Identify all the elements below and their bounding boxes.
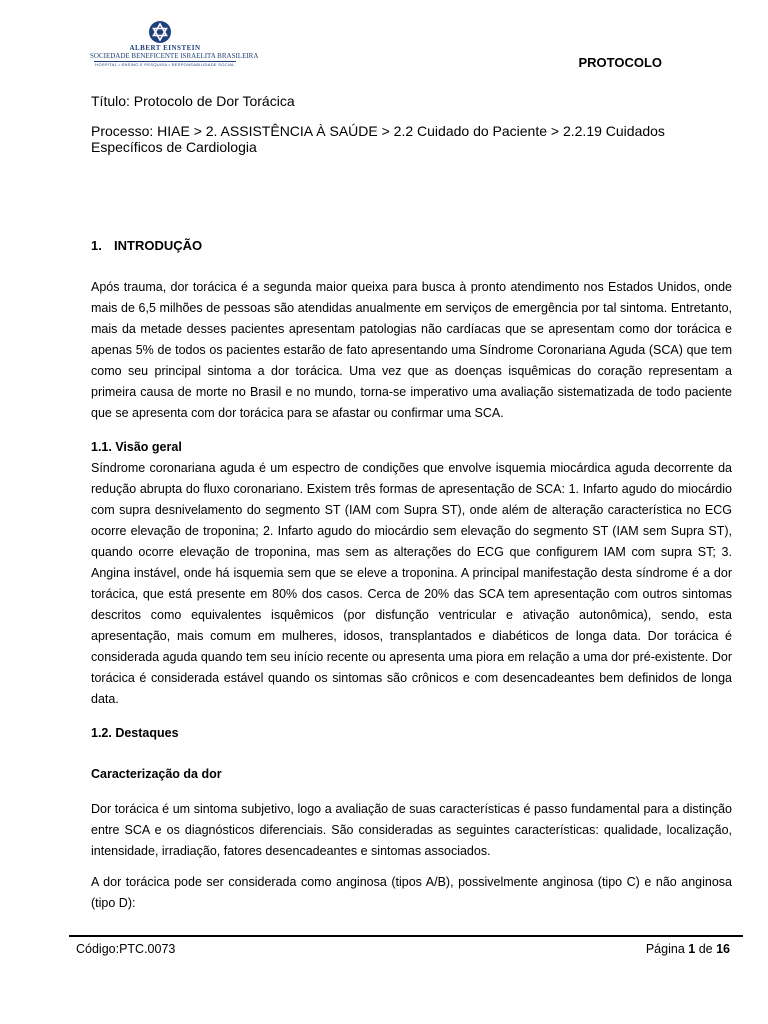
section-number: 1. [91,238,102,253]
logo-tagline: HOSPITAL • ENSINO E PESQUISA • RESPONSABILIDADE SOCIAL [95,62,235,67]
section-heading-introducao [91,238,732,253]
logo-society: SOCIEDADE BENEFICENTE ISRAELITA BRASILEIRA [90,52,259,60]
document-body [91,238,732,914]
logo-name: ALBERT EINSTEIN [129,44,201,52]
page-label: Página [645,942,685,956]
document-title: Título: Protocolo de Dor Torácica [91,93,295,109]
page-of: de [698,942,713,956]
document-code: Código:PTC.0073 [76,942,176,956]
classificacao-paragraph: A dor torácica pode ser considerada como anginosa (tipos A/B), possivelmente anginosa (tipo C) e não anginosa (tipo D): [91,875,732,910]
section-title: INTRODUÇÃO [114,238,203,253]
visao-geral-paragraph: Síndrome coronariana aguda é um espectro de condições que envolve isquemia miocárdica aguda decorrente da redução abrupta do fluxo coronariano. Existem três formas de apresentação de SCA: 1. Infarto agudo do miocárdio com supra desnivelamento do segmento ST (IAM com Supra ST), onde além de alteração característica no ECG ocorre elevação de troponina; 2. Infarto agudo do miocárdio sem elevação do segmento ST (IAM sem Supra ST), quando ocorre elevação de troponina, mas sem as alterações do ECG que configurem IAM com supra ST; 3. Angina instável, onde há isquemia sem que se eleve a troponina. A principal manifestação desta síndrome é a dor torácica, que está presente em 80% dos casos. Cerca de 20% das SCA tem apresentação com outros sintomas descritos como equivalentes isquêmicos (por disfunção ventricular e ativação autonômica), sendo, esta apresentação, mais comum em mulheres, idosos, transplantados e diabéticos de longa data. Dor torácica é considerada aguda quando tem seu início recente ou apresenta uma piora em relação a uma dor pré-existente. Dor torácica é considerada estável quando os sintomas são crônicos e com desencadeantes bem definidos de longa data. [91,461,732,706]
document-type: PROTOCOLO [578,55,662,70]
caracterizacao-paragraph: Dor torácica é um sintoma subjetivo, logo a avaliação de suas características é passo fundamental para a distinção entre SCA e os diagnósticos diferenciais. São consideradas as seguintes características: qualidade, localização, intensidade, irradiação, fatores desencadeantes e sintomas associados. [91,802,732,858]
albert-einstein-logo [90,20,259,70]
subsection-heading-destaques: 1.2. Destaques [91,726,179,740]
page-number [646,942,730,956]
subheading-caracterizacao-da-dor: Caracterização da dor [91,767,222,781]
process-path: Processo: HIAE > 2. ASSISTÊNCIA À SAÚDE > 2.2 Cuidado do Paciente > 2.2.19 Cuidados Específicos de Cardiologia [91,123,665,155]
star-of-david-emblem-icon [148,20,172,44]
page-total: 16 [716,942,730,956]
page-header [90,20,732,70]
intro-paragraph: Após trauma, dor torácica é a segunda maior queixa para busca à pronto atendimento nos Estados Unidos, onde mais de 6,5 milhões de pessoas são atendidas anualmente em serviços de emergência por tal sintoma. Entretanto, mais da metade desses pacientes apresentam patologias não cardíacas que se apresentam como dor torácica e apenas 5% de todos os pacientes estarão de fato apresentando uma Síndrome Coronariana Aguda (SCA) que tem como seu principal sintoma a dor torácica. Uma vez que as doenças isquêmicas do coração representam a primeira causa de morte no Brasil e no mundo, torna-se imperativo uma avaliação sistematizada de todo paciente que se apresenta com dor torácica para se afastar ou confirmar uma SCA. [91,280,732,420]
page-current: 1 [688,942,696,956]
subsection-heading-visao-geral: 1.1. Visão geral [91,440,182,454]
footer-divider [69,935,743,937]
